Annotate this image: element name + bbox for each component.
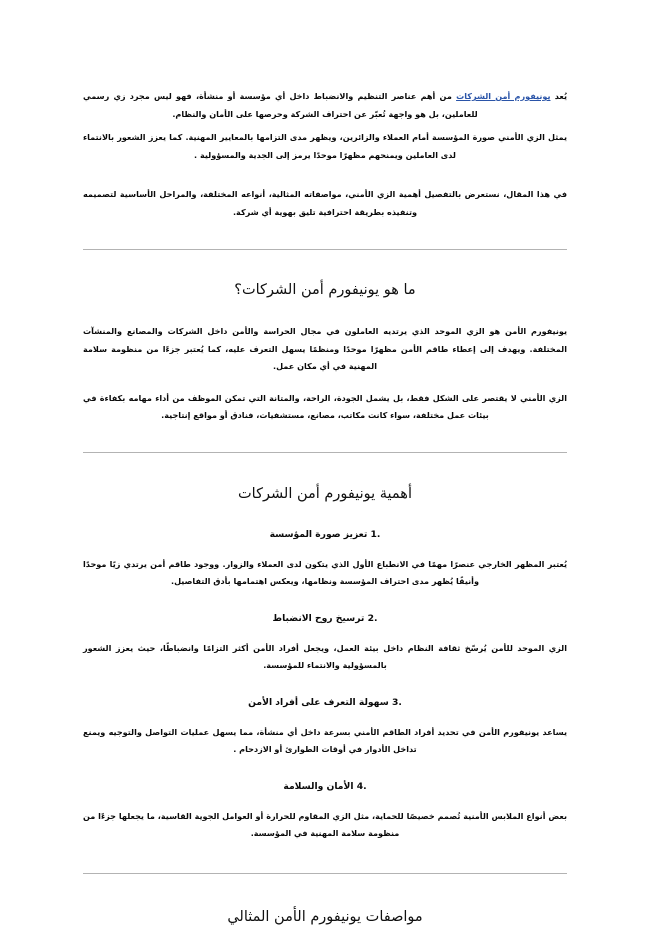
divider-3-wrapper — [83, 843, 567, 906]
list-item-body-1: يُعتبر المظهر الخارجي عنصرًا مهمًا في الانطباع الأول الذي يتكون لدى العملاء والزوار. ووجود طاقم أمن يرتدي زيًا موحدًا وأنيقًا يُظهر مدى احتراف المؤسسة ونظامها، ويعكس اهتمامها بأدق التفاصيل. — [83, 558, 567, 586]
list-item-heading-1 — [83, 527, 567, 543]
list-item-title: الأمان والسلامة — [283, 780, 354, 792]
what-is-paragraph-2: الزي الأمني لا يقتصر على الشكل فقط، بل يشمل الجودة، الراحة، والمتانة التي تمكن الموظف من أداء مهامه بكفاءة في بيئات عمل مختلفة، سواء كانت مكاتب، مصانع، مستشفيات، فنادق أو مواقع إنتاجية. — [83, 392, 567, 420]
spacer — [83, 759, 567, 779]
spacer — [83, 675, 567, 695]
divider-2-wrapper — [83, 425, 567, 483]
document-content — [83, 88, 567, 928]
spacer — [83, 543, 567, 556]
spacer — [83, 795, 567, 808]
what-is-paragraph-1: يونيفورم الأمن هو الزي الموحد الذي يرتديه العاملون في مجال الحراسة والأمن داخل الشركات والمصانع والمنشآت المختلفة. ويهدف إلى إعطاء طاقم الأمن مظهرًا موحدًا ومنظمًا يسهل التعرف عليه، كما يُعتبر جزءًا من منظومة سلامة المهنية في أي مكان عمل. — [83, 326, 567, 371]
divider-1-wrapper — [83, 221, 567, 279]
list-item-heading-3 — [83, 695, 567, 711]
spacer — [83, 376, 567, 390]
spacer — [83, 711, 567, 724]
intro-paragraph-3: في هذا المقال، نستعرض بالتفصيل أهمية الزي الأمني، مواصفاته المثالية، أنواعه المختلفة، والمراحل الأساسية لتصميمه وتنفيذه بطريقة احترافية تليق بهوية أي شركة. — [83, 189, 567, 217]
list-item-number: 1. — [370, 528, 381, 540]
intro-paragraph-1 — [83, 88, 567, 123]
spacer — [83, 505, 567, 527]
horizontal-divider — [83, 249, 567, 250]
list-item-body-4: بعض أنواع الملابس الأمنية تُصمم خصيصًا للحماية، مثل الزي المقاوم للحرارة أو العوامل الجوية القاسية، ما يجعلها جزءًا من منظومة سلامة المهنية في المؤسسة. — [83, 810, 567, 838]
list-item-body-2: الزي الموحد للأمن يُرسّخ ثقافة النظام داخل بيئة العمل، ويجعل أفراد الأمن أكثر التزامًا وانضباطًا، حيث يعزز الشعور بالمسؤولية والانتماء للمؤسسة. — [83, 642, 567, 670]
horizontal-divider — [83, 873, 567, 874]
list-item-number: 3. — [391, 696, 402, 708]
security-uniform-link[interactable]: يونيفورم أمن الشركات — [456, 91, 551, 101]
spacer — [83, 301, 567, 323]
spacer — [83, 627, 567, 640]
heading-ideal-uniform-specifications: مواصفات يونيفورم الأمن المثالي — [227, 908, 423, 925]
heading-what-is-security-uniform: ما هو يونيفورم أمن الشركات؟ — [234, 282, 416, 298]
intro-lead-after: من أهم عناصر التنظيم والانضباط داخل أي مؤسسة أو منشأة، فهو ليس مجرد زي رسمي للعاملين، بل هو واجهة تُعبّر عن احتراف الشركة وحرصها على الأمان والنظام. — [83, 91, 478, 119]
horizontal-divider — [83, 452, 567, 453]
spacer — [83, 591, 567, 611]
spacer — [83, 164, 567, 186]
list-item-heading-2 — [83, 611, 567, 627]
heading-importance-of-security-uniform: أهمية يونيفورم أمن الشركات — [238, 485, 412, 502]
list-item-number: 4. — [356, 780, 367, 792]
list-item-body-3: يساعد يونيفورم الأمن في تحديد أفراد الطاقم الأمني بسرعة داخل أي منشأة، مما يسهل عمليات التواصل والتوجيه ويمنع تداخل الأدوار في أوقات الطوارئ أو الازدحام . — [83, 726, 567, 754]
list-item-title: سهولة التعرف على أفراد الأمن — [248, 696, 389, 708]
intro-paragraph-2: يمثل الزي الأمني صورة المؤسسة أمام العملاء والزائرين، ويظهر مدى التزامها بالمعايير المهنية. كما يعزز الشعور بالانتماء لدى العاملين ويمنحهم مظهرًا موحدًا يرمز إلى الجدية والمسؤولية . — [83, 132, 567, 160]
intro-lead-before: يُعد — [550, 91, 567, 101]
list-item-number: 2. — [367, 612, 378, 624]
list-item-title: ترسيخ روح الانضباط — [272, 612, 365, 624]
list-item-title: تعزيز صورة المؤسسة — [269, 528, 368, 540]
list-item-heading-4 — [83, 779, 567, 795]
